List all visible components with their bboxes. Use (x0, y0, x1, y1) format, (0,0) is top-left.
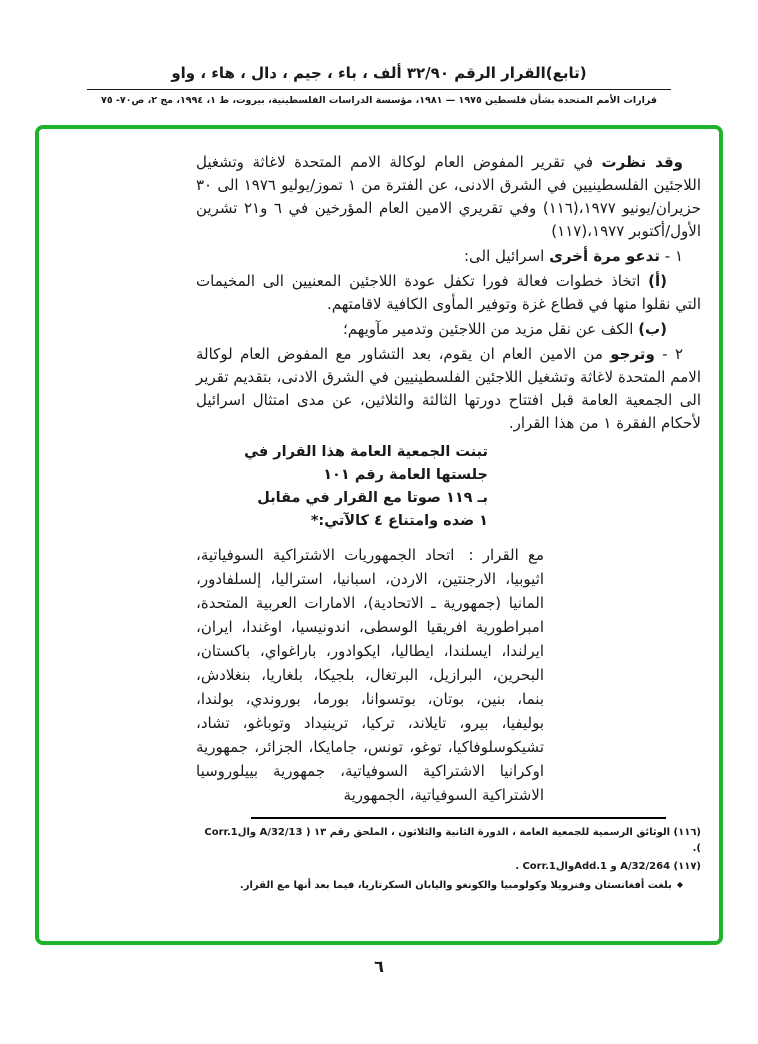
paragraph-lead: (أ) (648, 272, 667, 290)
paragraph-lead: (ب) (638, 320, 667, 338)
paragraph-number: ١ - (659, 247, 683, 265)
resolution-title: (تابع)القرار الرقم ٣٢/٩٠ ألف ، باء ، جيم ، دال ، هاء ، واو (171, 64, 587, 82)
page-header (0, 0, 758, 106)
vote-countries: اتحاد الجمهوريات الاشتراكية السوفياتية، اثيوبيا، الارجنتين، الاردن، اسبانيا، استراليا، إلسلفادور، المانيا (جمهورية ـ الاتحادية)، الامارات العربية المتحدة، امبراطورية افريقيا الوسطى، اندونيسيا، اوغندا، ايران، ايرلندا، ايسلندا، ايطاليا، ايكوادور، باراغواي، باكستان، البحرين، البرازيل، البرتغال، بلجيكا، بلغاريا، بنغلادش، بنما، بنين، بوتان، بوتسوانا، بورما، بوروندي، بولندا، بوليفيا، بيرو، تايلاند، تركيا، ترينيداد وتوباغو، تشاد، تشيكوسلوفاكيا، توغو، تونس، جامايكا، الجزائر، جمهورية اوكرانيا الاشتراكية السوفياتية، جمهورية بييلوروسيا الاشتراكية السوفياتية، الجمهورية (196, 546, 544, 804)
paragraph-text: الكف عن نقل مزيد من اللاجئين وتدمير مآويهم؛ (342, 320, 639, 338)
footnote-item: (١١٧) A/32/264 و Add.1والCorr.1 . (515, 861, 701, 872)
paragraph-lead: وترجو (610, 345, 655, 363)
paragraph-text: اتخاذ خطوات فعالة فورا تكفل عودة اللاجئين المعنيين الى المخيمات التي نقلوا منها في قطاع غزة وتوفير المأوى الكافية لاقامتهم. (196, 272, 701, 313)
adoption-line: ١ ضده وامتناع ٤ كالآتي:* (310, 513, 488, 529)
body-paragraph (196, 318, 701, 341)
body-paragraph (196, 270, 701, 316)
page-number: ٦ (374, 957, 384, 976)
paragraph-text: من الامين العام ان يقوم، بعد التشاور مع المفوض العام لوكالة الامم المتحدة لاغاثة وتشغيل اللاجئين الفلسطينيين في الشرق الادنى، بتقديم تقرير الى الجمعية العامة قبل افتتاح دورتها الثالثة والثلاثين، عن مدى امتثال اسرائيل لأحكام الفقرة ١ من هذا القرار. (196, 345, 701, 432)
document-body (196, 151, 701, 896)
body-paragraph (196, 343, 701, 435)
footnote-note-text: بلغت أفغانستان وفنزويلا وكولومبيا والكونغو واليابان السكرتاريا، فيما بعد أنها مع القرار. (239, 880, 672, 891)
paragraph-number: ٢ - (654, 345, 683, 363)
footnotes-section (196, 817, 701, 894)
vote-label: مع القرار : (468, 546, 544, 564)
adoption-line: جلستها العامة رقم ١٠١ (323, 467, 488, 483)
adoption-line: بـ ١١٩ صوتا مع القرار في مقابل (257, 490, 488, 506)
adoption-block (196, 441, 488, 533)
bullet-icon: ◆ (676, 880, 683, 889)
adoption-line: تبنت الجمعية العامة هذا القرار في (244, 444, 488, 460)
footnote-item: (١١٦) الوثائق الرسمية للجمعية العامة ، الدورة الثانية والثلاثون ، الملحق رقم ١٣ ( A/32/13 والCorr.1 ). (204, 827, 701, 854)
header-divider (87, 89, 671, 90)
footnote-note (196, 877, 683, 894)
content-frame (35, 125, 723, 945)
footnote-divider (251, 817, 666, 819)
paragraph-text: اسرائيل الى: (464, 247, 550, 265)
paragraph-lead: تدعو مرة أخرى (549, 247, 660, 265)
vote-block (196, 543, 544, 807)
paragraph-lead: وقد نظرت (601, 153, 683, 171)
paragraph-text: في تقرير المفوض العام لوكالة الامم المتحدة لاغاثة وتشغيل اللاجئين الفلسطينيين في الشرق الادنى، عن الفترة من ١ تموز/يوليو ١٩٧٦ الى ٣٠ حزيران/يونيو ١٩٧٧،(١١٦) وفي تقريري الامين العام المؤرخين في ٦ و٢١ تشرين الأول/أكتوبر ١٩٧٧،(١١٧) (196, 153, 701, 240)
body-paragraph (196, 245, 701, 268)
body-paragraph (196, 151, 701, 243)
source-citation: قرارات الأمم المتحدة بشأن فلسطين ١٩٧٥ — ١٩٨١، مؤسسة الدراسات الفلسطينية، بيروت، ط ١، ١٩٩٤، مج ٢، ص٧٠- ٧٥ (101, 95, 657, 106)
